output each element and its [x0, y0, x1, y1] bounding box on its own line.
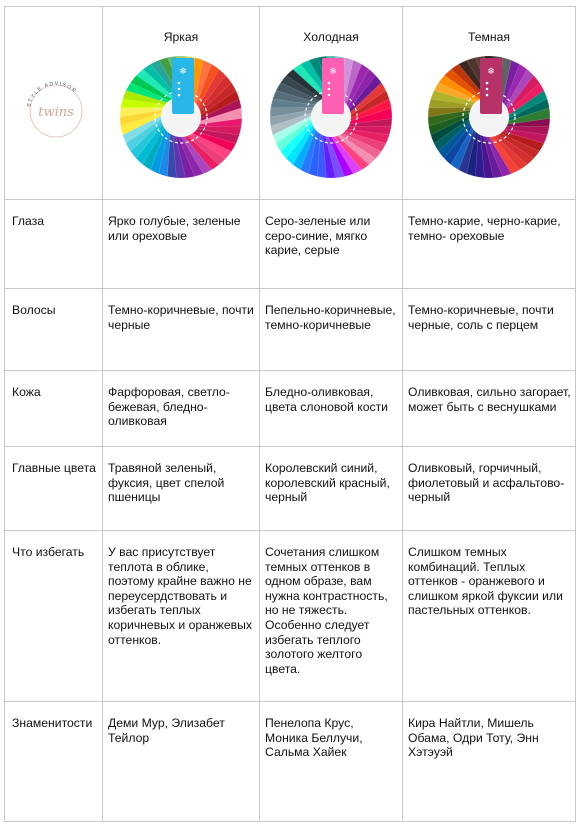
snowflake-icon: ❄ [487, 67, 495, 77]
table-cell: Сочетания слишком темных оттенков в одном образе, вам нужна контрастность, но не тяжесть. Особенно следует избегать теплого золотого желтого цвета. [260, 531, 403, 702]
table-cell: Темно-карие, черно-карие, темно- ореховые [403, 200, 576, 289]
fan-swatch-dot [328, 88, 331, 91]
table-cell: Травяной зеленый, фуксия, цвет спелой пшеницы [103, 447, 260, 531]
logo-cell [5, 7, 103, 200]
column-title: Темная [467, 30, 511, 44]
row-label: Знаменитости [5, 702, 103, 822]
table-cell: Темно-коричневые, почти черные [103, 289, 260, 371]
table-row-main-colors [5, 447, 576, 531]
row-label: Волосы [5, 289, 103, 371]
column-title: Яркая [163, 30, 199, 44]
fan-swatch-dot [486, 82, 489, 85]
table-cell: Оливковая, сильно загорает, может быть с веснушками [403, 371, 576, 447]
table-cell: У вас присутствует теплота в облике, поэтому крайне важно не переусердствовать и избегать теплых коричневых и оранжевых оттенков. [103, 531, 260, 702]
table-cell: Темно-коричневые, почти черные, соль с перцем [403, 289, 576, 371]
table-row-avoid [5, 531, 576, 702]
table-cell: Кира Найтли, Мишель Обама, Одри Тоту, Энн Хэтэуэй [403, 702, 576, 822]
style-advisor-twins-logo [19, 74, 93, 148]
color-fan-palette-icon [268, 54, 394, 180]
svg-text:STYLE ADVISOR [26, 81, 78, 108]
table-row-hair [5, 289, 576, 371]
table-row-skin [5, 371, 576, 447]
fan-swatch-dot [486, 88, 489, 91]
table-row-celebrities [5, 702, 576, 822]
fan-swatch-dot [328, 94, 331, 97]
column-header-cool [260, 7, 403, 200]
fan-swatch-dot [328, 82, 331, 85]
fan-swatch-dot [178, 94, 181, 97]
fan-swatch-dot [178, 82, 181, 85]
table-cell: Слишком темных комбинаций. Теплых оттенков - оранжевого и слишком яркой фуксии или пастельных оттенков. [403, 531, 576, 702]
color-type-table [4, 6, 576, 822]
table-cell: Фарфоровая, светло-бежевая, бледно-оливковая [103, 371, 260, 447]
column-header-dark [403, 7, 576, 200]
table-cell: Оливковый, горчичный, фиолетовый и асфальтово-черный [403, 447, 576, 531]
logo-arc-text: STYLE ADVISOR [26, 80, 78, 108]
fan-swatch-dot [486, 94, 489, 97]
row-label: Главные цвета [5, 447, 103, 531]
row-label: Что избегать [5, 531, 103, 702]
table-cell: Серо-зеленые или серо-синие, мягко карие, серые [260, 200, 403, 289]
column-header-bright [103, 7, 260, 200]
column-title: Холодная [303, 30, 359, 44]
table-cell: Пенелопа Крус, Моника Беллучи, Сальма Хайек [260, 702, 403, 822]
table-cell: Бледно-оливковая, цвета слоновой кости [260, 371, 403, 447]
fan-swatch-dot [178, 88, 181, 91]
table-cell: Королевский синий, королевский красный, черный [260, 447, 403, 531]
row-label: Кожа [5, 371, 103, 447]
color-fan-palette-icon [118, 54, 244, 180]
row-label: Глаза [5, 200, 103, 289]
table-cell: Ярко голубые, зеленые или ореховые [103, 200, 260, 289]
table-cell: Деми Мур, Элизабет Тейлор [103, 702, 260, 822]
header-row [5, 7, 576, 200]
color-fan-palette-icon [426, 54, 552, 180]
table-cell: Пепельно-коричневые, темно-коричневые [260, 289, 403, 371]
table-row-eyes [5, 200, 576, 289]
snowflake-icon: ❄ [179, 67, 187, 77]
logo-script-text: twins [38, 105, 74, 120]
snowflake-icon: ❄ [329, 67, 337, 77]
